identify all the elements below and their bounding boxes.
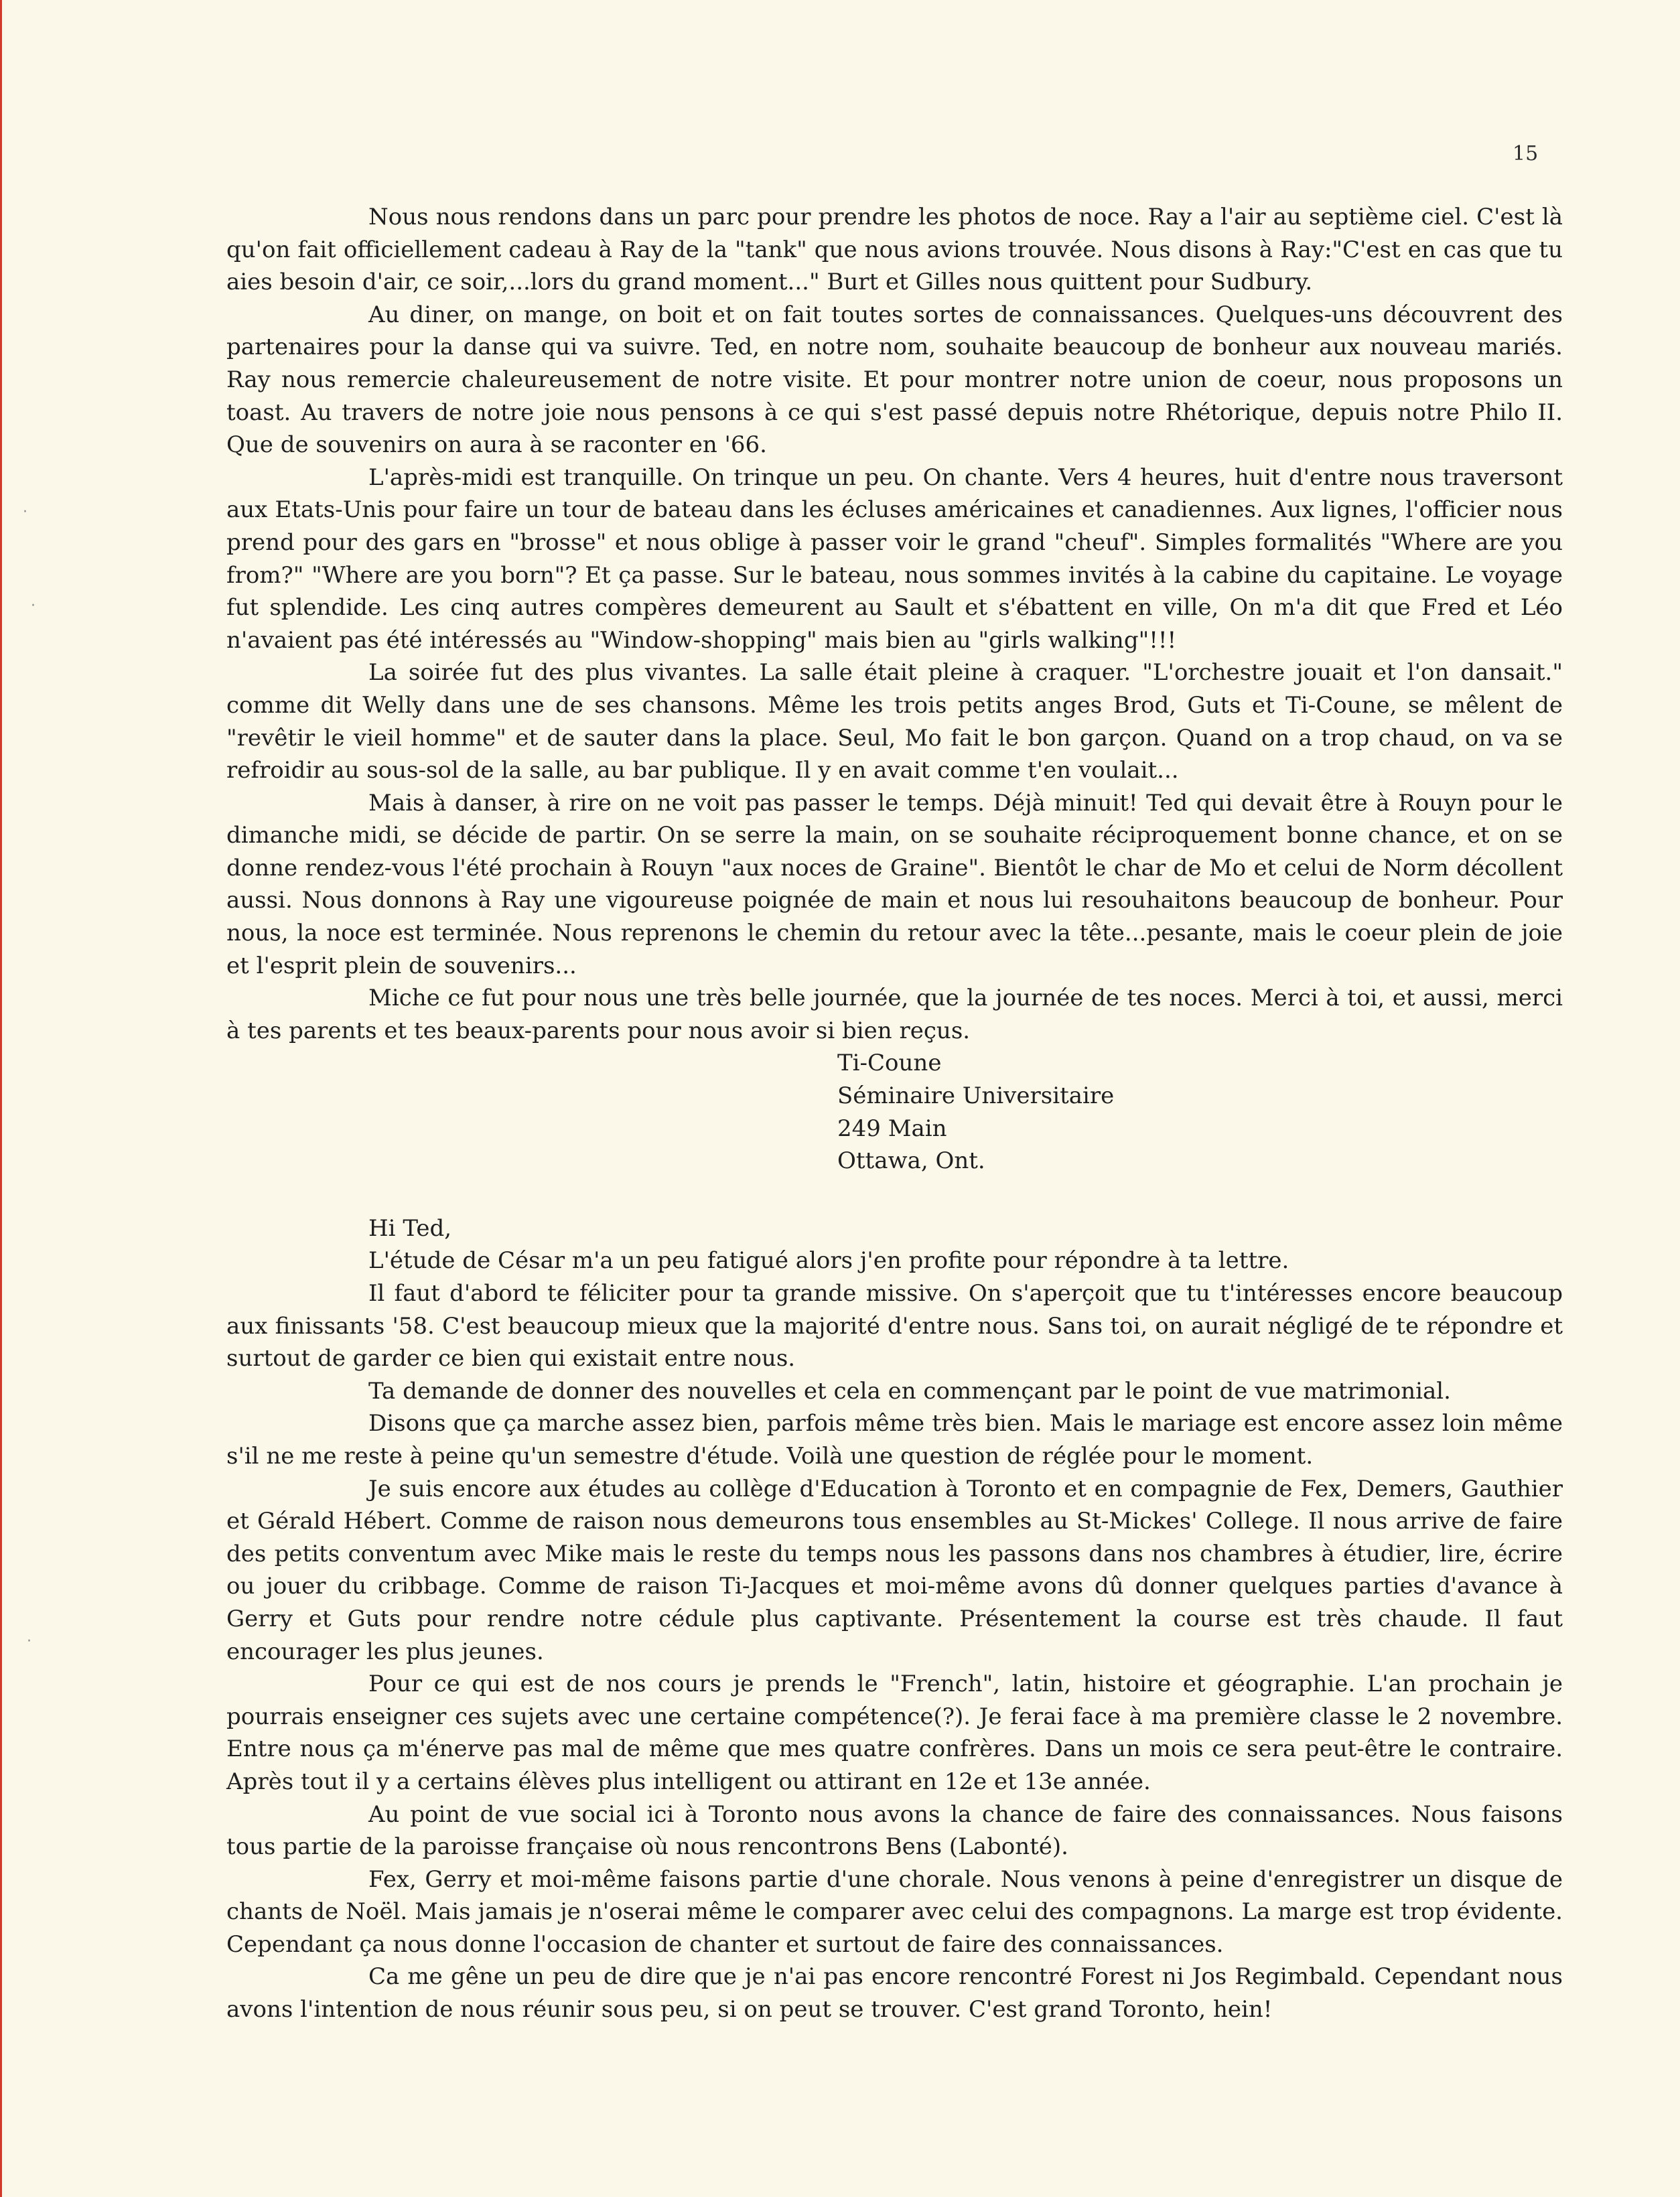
paper-speck: ·	[23, 504, 27, 520]
paragraph: Fex, Gerry et moi-même faisons partie d'une chorale. Nous venons à peine d'enregistrer un disque de chants de Noël. Mais jamais je n'oserai même le comparer avec celui des compagnons. La marge est trop évidente. Cependant ça nous donne l'occasion de chanter et surtout de faire des connaissances.	[226, 1865, 1563, 1958]
paragraph: La soirée fut des plus vivantes. La salle était pleine à craquer. "L'orchestre jouait et l'on dansait." comme dit Welly dans une de ses chansons. Même les trois petits anges Brod, Guts et Ti-Coune, se mêlent de "revêtir le vieil homme" et de sauter dans la place. Seul, Mo fait le bon garçon. Quand on a trop chaud, on va se refroidir au sous-sol de la salle, au bar publique. Il y en avait comme t'en voulait...	[226, 659, 1563, 784]
paragraph: L'étude de César m'a un peu fatigué alors j'en profite pour répondre à ta lettre.	[368, 1247, 1289, 1275]
signature-name: Ti-Coune	[837, 1050, 942, 1077]
paragraph: Ta demande de donner des nouvelles et cela en commençant par le point de vue matrimonial.	[368, 1377, 1451, 1405]
paragraph: Nous nous rendons dans un parc pour prendre les photos de noce. Ray a l'air au septième ciel. C'est là qu'on fait officiellement cadeau à Ray de la "tank" que nous avions trouvée. Nous disons à Ray:"C'est en cas que tu aies besoin d'air, ce soir,...lors du grand moment..." Burt et Gilles nous quittent pour Sudbury.	[226, 204, 1563, 296]
paragraph: Miche ce fut pour nous une très belle journée, que la journée de tes noces. Merci à toi, et aussi, merci à tes parents et tes beaux-parents pour nous avoir si bien reçus.	[226, 985, 1563, 1044]
paragraph: Mais à danser, à rire on ne voit pas passer le temps. Déjà minuit! Ted qui devait être à Rouyn pour le dimanche midi, se décide de partir. On se serre la main, on se souhaite réciproquement bonne chance, et on se donne rendez-vous l'été prochain à Rouyn "aux noces de Graine". Bientôt le char de Mo et celui de Norm décollent aussi. Nous donnons à Ray une vigoureuse poignée de main et nous lui resouhaitons beaucoup de bonheur. Pour nous, la noce est terminée. Nous reprenons le chemin du retour avec la tête...pesante, mais le coeur plein de joie et l'esprit plein de souvenirs...	[226, 789, 1563, 979]
signature-address-line: 249 Main	[837, 1115, 947, 1142]
page-edge-line	[0, 0, 2, 2197]
paragraph: Il faut d'abord te féliciter pour ta grande missive. On s'aperçoit que tu t'intéresses encore beaucoup aux finissants '58. C'est beaucoup mieux que la majorité d'entre nous. Sans toi, on aurait négligé de te répondre et surtout de garder ce bien qui existait entre nous.	[226, 1280, 1563, 1372]
paragraph: Ca me gêne un peu de dire que je n'ai pas encore rencontré Forest ni Jos Regimbald. Cependant nous avons l'intention de nous réunir sous peu, si on peut se trouver. C'est grand Toronto, hein!	[226, 1963, 1563, 2024]
paragraph: Disons que ça marche assez bien, parfois même très bien. Mais le mariage est encore assez loin même s'il ne me reste à peine qu'un semestre d'étude. Voilà une question de réglée pour le moment.	[226, 1410, 1563, 1470]
signature-address-line: Ottawa, Ont.	[837, 1147, 985, 1175]
paragraph: Au point de vue social ici à Toronto nous avons la chance de faire des connaissances. Nous faisons tous partie de la paroisse française où nous rencontrons Bens (Labonté).	[226, 1800, 1563, 1861]
signature-address-line: Séminaire Universitaire	[837, 1082, 1115, 1110]
section-gap	[226, 1178, 1563, 1212]
letter-body	[226, 201, 1563, 2026]
paragraph: Au diner, on mange, on boit et on fait toutes sortes de connaissances. Quelques-uns découvrent des partenaires pour la danse qui va suivre. Ted, en notre nom, souhaite beaucoup de bonheur aux nouveau mariés. Ray nous remercie chaleureusement de notre visite. Et pour montrer notre union de coeur, nous proposons un toast. Au travers de notre joie nous pensons à ce qui s'est passé depuis notre Rhétorique, depuis notre Philo II. Que de souvenirs on aura à se raconter en '66.	[226, 301, 1563, 459]
page-number: 15	[1513, 142, 1539, 165]
signature-block	[837, 1047, 1563, 1177]
paragraph: Je suis encore aux études au collège d'Education à Toronto et en compagnie de Fex, Demers, Gauthier et Gérald Hébert. Comme de raison nous demeurons tous ensembles au St-Mickes' College. Il nous arrive de faire des petits conventum avec Mike mais le reste du temps nous les passons dans nos chambres à étudier, lire, écrire ou jouer du cribbage. Comme de raison Ti-Jacques et moi-même avons dû donner quelques parties d'avance à Gerry et Guts pour rendre notre cédule plus captivante. Présentement la course est très chaude. Il faut encourager les plus jeunes.	[226, 1475, 1563, 1665]
paragraph: L'après-midi est tranquille. On trinque un peu. On chante. Vers 4 heures, huit d'entre nous traversont aux Etats-Unis pour faire un tour de bateau dans les écluses américaines et canadiennes. Aux lignes, l'officier nous prend pour des gars en "brosse" et nous oblige à passer voir le grand "cheuf". Simples formalités "Where are you from?" "Where are you born"? Et ça passe. Sur le bateau, nous sommes invités à la cabine du capitaine. Le voyage fut splendide. Les cinq autres compères demeurent au Sault et s'ébattent en ville, On m'a dit que Fred et Léo n'avaient pas été intéressés au "Window-shopping" mais bien au "girls walking"!!!	[226, 464, 1563, 654]
paper-speck: ·	[27, 1633, 31, 1650]
paragraph: Pour ce qui est de nos cours je prends le "French", latin, histoire et géographie. L'an prochain je pourrais enseigner ces sujets avec une certaine compétence(?). Je ferai face à ma première classe le 2 novembre. Entre nous ça m'énerve pas mal de même que mes quatre confrères. Dans un mois ce sera peut-être le contraire. Après tout il y a certains élèves plus intelligent ou attirant en 12e et 13e année.	[226, 1671, 1563, 1795]
paper-speck: ·	[31, 597, 36, 614]
greeting: Hi Ted,	[368, 1214, 452, 1242]
